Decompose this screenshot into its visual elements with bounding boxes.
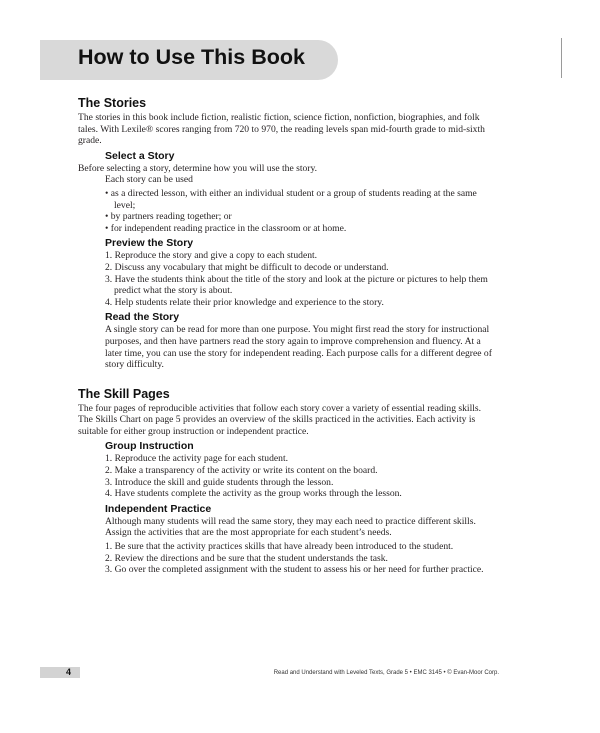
list-item: 2. Make a transparency of the activity or write its content on the board. [105,465,378,477]
list-item: 1. Be sure that the activity practices skills that have already been introduced to the student. [105,541,454,553]
list-item: 4. Help students relate their prior knowledge and experience to the story. [105,296,384,308]
list-item: 4. Have students complete the activity as the group works through the lesson. [105,488,402,500]
page-title: How to Use This Book [78,45,305,69]
list-item: 3. Go over the completed assignment with the student to assess his or her need for further practice. [105,564,484,576]
list-item: • as a directed lesson, with either an individual student or a group of students reading at the same level; [105,187,477,211]
preview-story-list [105,250,498,308]
select-story-list [105,188,498,234]
list-item: 3. Have the students think about the title of the story and look at the picture or pictures to help them predict what the story is about. [105,273,488,297]
preview-story-heading: Preview the Story [105,237,194,250]
select-story-heading: Select a Story [105,149,175,162]
side-rule [561,38,562,78]
page-content [78,96,498,578]
stories-heading: The Stories [78,96,147,110]
skill-pages-heading: The Skill Pages [78,386,170,401]
list-item: 2. Discuss any vocabulary that might be difficult to decode or understand. [105,261,389,273]
footer-credit: Read and Understand with Leveled Texts, Grade 5 • EMC 3145 • © Evan-Moor Corp. [273,670,499,676]
select-story-line: Before selecting a story, determine how you will use the story. [78,162,318,174]
read-story-text: A single story can be read for more than one purpose. You might first read the story for instructional purposes, and then have partners read the story again to improve comprehension and fluency. At a later time, you can use the story for independent reading. Each purpose calls for a different degree of story difficulty. [105,324,492,371]
list-item: • by partners reading together; or [105,211,232,223]
independent-practice-text: Although many students will read the same story, they may each need to practice different skills. Assign the activities that are the most appropriate for each student’s needs. [105,515,476,539]
list-item: 3. Introduce the skill and guide students through the lesson. [105,476,334,488]
group-instruction-heading: Group Instruction [105,440,194,453]
select-story-line: Each story can be used [105,174,193,186]
read-story-heading: Read the Story [105,311,180,324]
page-number: 4 [66,667,72,677]
list-item: 1. Reproduce the activity page for each student. [105,453,289,465]
stories-intro: The stories in this book include fiction, realistic fiction, science fiction, nonfiction, biographies, and folk tales. With Lexile® scores ranging from 720 to 970, the reading levels span mid-fourth grade to mid-sixth grade. [78,112,485,147]
list-item: 2. Review the directions and be sure that the student understands the task. [105,552,388,564]
skill-pages-intro: The four pages of reproducible activities that follow each story cover a variety of essential reading skills. The Skills Chart on page 5 provides an overview of the skills practiced in the activities. Each activity is suitable for either group instruction or independent practice. [78,402,482,437]
footer-band [40,667,80,678]
independent-practice-list [105,541,498,576]
list-item: 1. Reproduce the story and give a copy to each student. [105,250,318,262]
list-item: • for independent reading practice in the classroom or at home. [105,222,347,234]
group-instruction-list [105,453,498,499]
independent-practice-heading: Independent Practice [105,502,212,515]
